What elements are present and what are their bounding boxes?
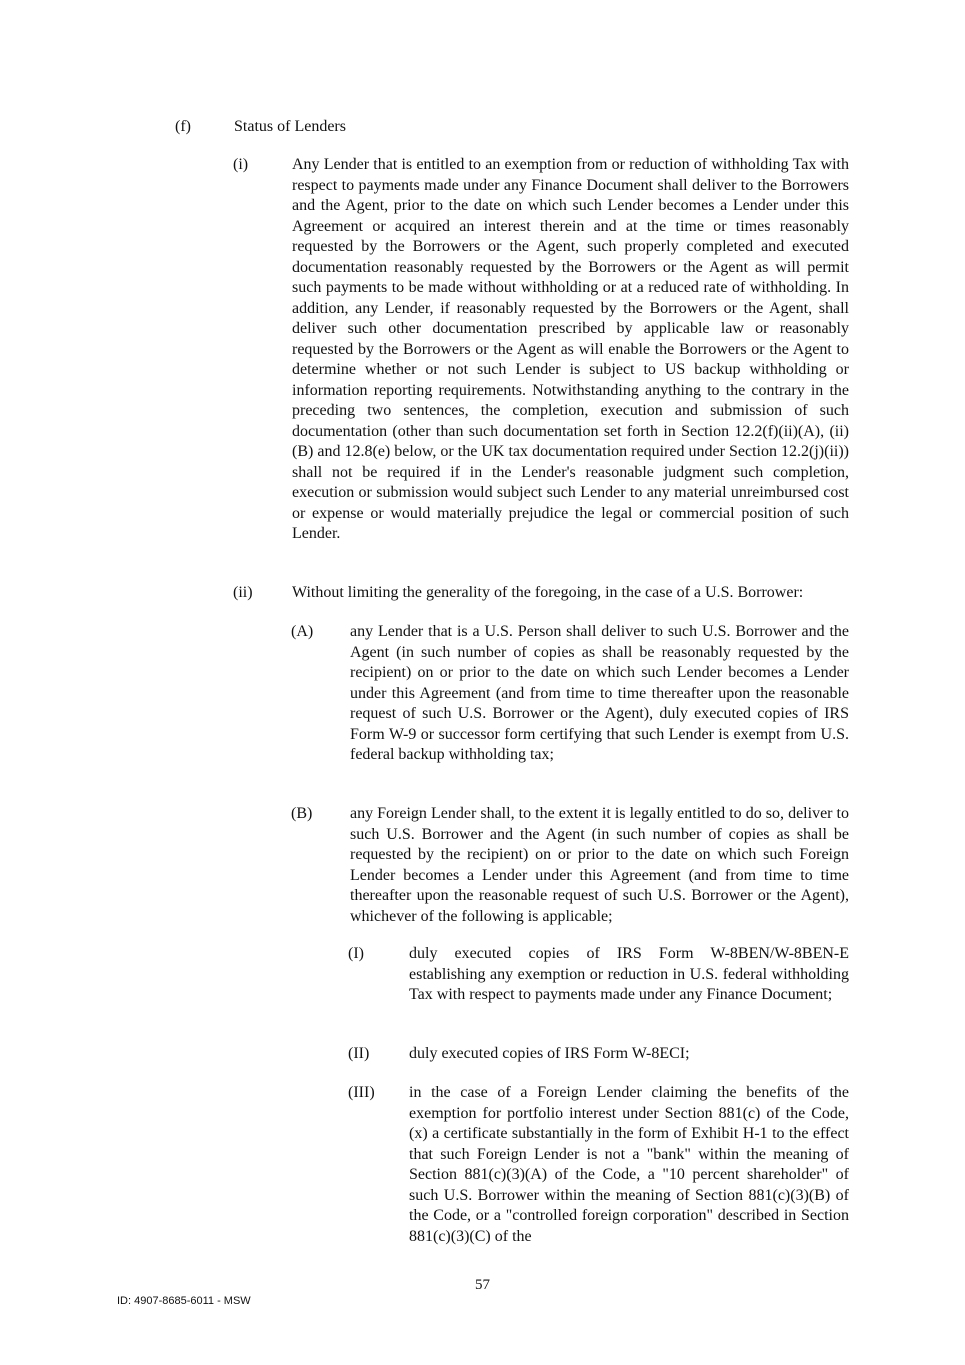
item-i-label: (i) — [233, 156, 249, 173]
item-ii-label: (ii) — [233, 584, 253, 601]
item-B-label: (B) — [291, 805, 313, 822]
section-f-label: (f) — [175, 118, 191, 135]
item-I-label: (I) — [348, 945, 364, 962]
item-III-text: in the case of a Foreign Lender claiming the benefits of the exemption for portfolio interest under Section 881(c) of the Code, (x) a certificate substantially in the form of Exhibit H-1 to the effect that such Foreign Lender is not a "bank" within the meaning of Section 881(c)(3)(A) of the Code, a "10 percent shareholder" of such U.S. Borrower within the meaning of Section 881(c)(3)(B) of the Code, or a "controlled foreign corporation" described in Section 881(c)(3)(C) of the — [409, 1084, 849, 1245]
item-I-text: duly executed copies of IRS Form W-8BEN/W-8BEN-E establishing any exemption or reduction in U.S. federal withholding Tax with respect to payments made under any Finance Document; — [409, 945, 849, 1003]
item-B-text: any Foreign Lender shall, to the extent it is legally entitled to do so, deliver to such U.S. Borrower and the Agent (in such number of copies as shall be requested by the recipient) on or prior to the date on which such Foreign Lender becomes a Lender under this Agreement (and from time to time thereafter upon the reasonable request of such U.S. Borrower or the Agent), whichever of the following is applicable; — [350, 805, 849, 925]
item-A-label: (A) — [291, 623, 314, 640]
item-i-text: Any Lender that is entitled to an exemption from or reduction of withholding Tax with respect to payments made under any Finance Document shall deliver to the Borrowers and the Agent, prior to the date on which such Lender becomes a Lender under this Agreement or acquired an interest therein and at the time or times reasonably requested by the Borrowers or the Agent, such properly completed and executed documentation reasonably requested by the Borrowers or the Agent as will permit such payments to be made without withholding or at a reduced rate of withholding. In addition, any Lender, if reasonably requested by the Borrowers or the Agent, shall deliver such other documentation prescribed by applicable law or reasonably requested by the Borrowers or the Agent as will enable the Borrowers or the Agent to determine whether or not such Lender is subject to US backup withholding or information reporting requirements. Notwithstanding anything to the contrary in the preceding two sentences, the completion, execution and submission of such documentation (other than such documentation set forth in Section 12.2(f)(ii)(A), (ii)(B) and 12.8(e) below, or the UK tax documentation required under Section 12.2(j)(ii)) shall not be required if in the Lender's reasonable judgment such completion, execution or submission would subject such Lender to any material unreimbursed cost or expense or would materially prejudice the legal or commercial position of such Lender. — [292, 156, 849, 542]
page-number: 57 — [475, 1277, 490, 1293]
item-III-label: (III) — [348, 1084, 375, 1101]
item-II-text: duly executed copies of IRS Form W-8ECI; — [409, 1045, 690, 1062]
document-id: ID: 4907-8685-6011 - MSW — [117, 1295, 251, 1307]
section-f-title: Status of Lenders — [234, 118, 346, 135]
item-ii-text: Without limiting the generality of the foregoing, in the case of a U.S. Borrower: — [292, 584, 804, 601]
item-A-text: any Lender that is a U.S. Person shall deliver to such U.S. Borrower and the Agent (in such number of copies as shall be reasonably requested by the recipient) on or prior to the date on which such Lender becomes a Lender under this Agreement (and from time to time thereafter upon the reasonable request of such U.S. Borrower or the Agent), duly executed copies of IRS Form W-9 or successor form certifying that such Lender is exempt from U.S. federal backup withholding tax; — [350, 623, 849, 763]
item-II-label: (II) — [348, 1045, 370, 1062]
